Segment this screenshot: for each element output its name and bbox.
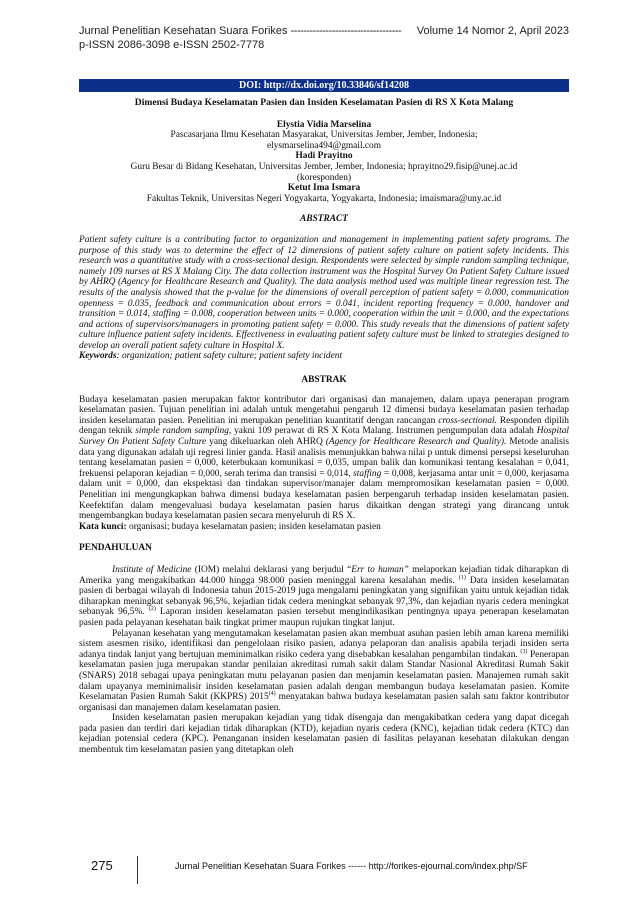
header-dashes: -----------------------------------: [290, 25, 402, 37]
author-block: [79, 120, 569, 205]
article-title: Dimensi Budaya Keselamatan Pasien dan Insiden Keselamatan Pasien di RS X Kota Malang: [134, 97, 514, 108]
paragraph: [79, 565, 569, 629]
paragraph: Insiden keselamatan pasien merupakan kejadian yang tidak disengaja dan mengakibatkan cedera yang dapat dicegah pada pasien dan terdiri dari kejadian tidak diharapkan (KTD), kejadian nyaris cedera (KNC), kejadian tidak cedera (KTC) dan kejadian potensial cedera (KPC). Penanganan insiden keselamatan pasien di fasilitas pelayanan kesehatan dilakukan dengan membentuk tim keselamatan pasien yang ditetapkan oleh: [79, 713, 569, 756]
author-affiliation: Pascasarjana Ilmu Kesehatan Masyarakat, Universitas Jember, Jember, Indonesia;: [170, 130, 478, 141]
author-affiliation: Fakultas Teknik, Universitas Negeri Yogyakarta, Yogyakarta, Indonesia; imaismara@uny.ac.id: [146, 193, 502, 204]
page-number: 275: [91, 858, 113, 873]
abstrak-text: Metode analisis data yang digunakan adalah uji regresi linier ganda. Hasil analisis menunjukkan bahwa nilai p untuk dimensi persepsi keseluruhan tentang keselamatan pasien = 0,000, keterbukaan komunikasi = 0,035, umpan balik dan komunikasi tentang kesalahan = 0,041, frekuensi pelaporan kejadian = 0,000, serah terima dan transisi = 0,014,: [79, 437, 570, 479]
journal-name: Jurnal Penelitian Kesehatan Suara Forikes: [79, 25, 288, 37]
citation-ref: (1): [458, 574, 466, 581]
citation-ref: (4): [268, 690, 276, 697]
keywords-line: [79, 351, 569, 362]
author-name: Hadi Prayitno: [295, 151, 353, 162]
paragraph-italic: Err to human”: [351, 564, 409, 575]
abstrak-text: Budaya keselamatan pasien merupakan faktor kontributor dari organisasi dan manajemen, dalam upaya penerapan program keselamatan pasien. Tujuan penelitian ini adalah untuk mengetahui pengaruh 12 dimensi budaya keselamatan pasien terhadap insiden keselamatan pasien. Penelitian ini merupakan penelitian kuantitatif dengan rancangan: [79, 394, 569, 426]
paragraph-text: Data insiden keselamatan pasien di berbagai wilayah di Indonesia tahun 2015-2019 juga mengalami peningkatan yang signifikan yaitu untuk kejadian tidak diharapkan meningkat sebanyak 96,5%, kejadian tidak cedera meningkat sebanyak 97,3%, dan kejadian nyaris cedera meningkat sebanyak 96,5%.: [79, 575, 570, 618]
author-note: (koresponden): [296, 172, 352, 183]
volume-info: Volume 14 Nomor 2, April 2023: [416, 25, 569, 37]
paragraph-text: menyatakan bahwa budaya keselamatan pasien salah satu faktor kontributor organisasi dan manajemen dalam keselamatan pasien.: [79, 692, 569, 713]
author-name: Ketut Ima Ismara: [287, 183, 361, 194]
abstrak-text: yakni 109 perawat di RS X Kota Malang. Instrumen pengumpulan data adalah: [231, 426, 537, 437]
abstrak-italic: simple random sampling,: [135, 426, 232, 437]
paragraph-text: Pelayanan kesehatan yang mengutamakan keselamatan pasien akan membuat asuhan pasien lebih aman karena memiliki sistem asesmen risiko, identifikasi dan pengelolaan risiko pasien, adanya pelaporan dan analisis apabila terjadi insiden serta adanya tindak lanjut yang bertujuan meminimalkan risiko cedera yang disebabkan kesalahan pengambilan tindakan.: [79, 628, 569, 660]
paragraph-text: melaporkan kejadian tidak diharapkan di Amerika yang mengakibatkan 44.000 hingga 98.000 pasien meninggal karena kesalahan medis.: [79, 564, 569, 586]
abstrak-text: yang dikeluarkan oleh AHRQ: [206, 437, 326, 448]
kata-kunci-text: organisasi; budaya keselamatan pasien; insiden keselamatan pasien: [126, 521, 381, 532]
citation-ref: (2): [148, 606, 156, 613]
author-affiliation: Guru Besar di Bidang Kesehatan, Universitas Jember, Jember, Indonesia; hprayitno29.fisip@unej.ac.id: [130, 161, 518, 172]
paragraph: [79, 629, 569, 714]
abstrak-italic: staffing: [353, 468, 382, 479]
footer-text: Jurnal Penelitian Kesehatan Suara Forikes ------ http://forikes-ejournal.com/index.php/SF: [175, 861, 528, 871]
article-content: [79, 98, 569, 756]
kata-kunci-label: Kata kunci:: [79, 521, 127, 532]
abstrak-italic: Hospital Survey On Patient Safety Culture: [79, 426, 569, 448]
paragraph-text: Penerapan keselamatan pasien juga merupakan standar penilaian akreditasi rumah sakit dalam Standar Nasional Akreditasi Rumah Sakit (SNARS) 2018 sebagai upaya peningkatan mutu pelayanan pasien dan menjamin keselamatan pasien. Manajemen rumah sakit dalam upayanya meminimalisir insiden keselamatan pasien adalah dengan membangun budaya keselamatan pasien. Komite Keselamatan Pasien Rumah Sakit (KKPRS) 2015: [79, 649, 569, 703]
paragraph-text: (IOM) melalui deklarasi yang berjudul “: [191, 564, 352, 575]
abstract-heading: ABSTRACT: [300, 214, 348, 225]
journal-header: [79, 24, 569, 52]
issn-line: p-ISSN 2086-3098 e-ISSN 2502-7778: [79, 39, 265, 51]
section-heading: PENDAHULUAN: [79, 543, 152, 554]
citation-ref: (3): [520, 648, 528, 655]
abstrak-heading: ABSTRAK: [301, 375, 347, 386]
abstrak-text: = 0,008, kerjasama antar unit = 0,000, kerjasama dalam unit = 0,000, dan ekspektasi dan tindakan supervisor/manajer dalam mempromosikan keselamatan pasien = 0,000. Penelitian ini mengungkapkan bahwa dimensi budaya keselamatan pasien berpengaruh terhadap insiden keselamatan pasien. Keefektifan dalam mengevaluasi budaya keselamatan pasien harus dikaitkan dengan strategi yang dirancang untuk mengembangkan budaya keselamatan pasien secara menyeluruh di RS X.: [79, 468, 569, 522]
keywords-label: Keywords: [79, 351, 117, 362]
author-name: Elystia Vidia Marselina: [276, 119, 372, 130]
abstrak-text: Responden dipilih dengan teknik: [79, 415, 569, 437]
keywords-text: : organization; patient safety culture; patient safety incident: [116, 351, 343, 362]
kata-kunci-line: [79, 522, 569, 533]
abstrak-body: [79, 395, 569, 522]
author-email: elysmarselina494@gmail.com: [266, 140, 382, 151]
paragraph-italic: Institute of Medicine: [112, 564, 192, 575]
page-footer: [79, 858, 569, 878]
footer-divider: [137, 856, 138, 884]
paragraph-text: Laporan insiden keselamatan pasien tersebut mengindikasikan pentingnya upaya penerapan keselamatan pasien pada pelayanan kesehatan baik tingkat primer maupun rujukan tingkat lanjut.: [79, 607, 569, 628]
abstrak-italic: cross-sectional.: [438, 415, 497, 426]
abstract-body: Patient safety culture is a contributing factor to organization and management in implementing patient safety programs. The purpose of this study was to determine the effect of 12 dimensions of patient safety culture on patient safety incidents. This research was a quantitative study with a cross-sectional design. Respondents were selected by simple random sampling technique, namely 109 nurses at RS X Malang City. The data collection instrument was the Hospital Survey On Patient Safety Culture issued by AHRQ (Agency for Healthcare Research and Quality). The data analysis method used was multiple linear regression test. The results of the analysis showed that the p-value for the dimensions of overall perception of patient safety = 0.000, communication openness = 0.035, feedback and communication about errors = 0.041, incident reporting frequency = 0.000, handover and transition = 0.014, staffing = 0.008, cooperation between units = 0.000, cooperation within the unit = 0.000, and the expectations and actions of supervisors/managers in promoting patient safety = 0.000. This study reveals that the dimensions of patient safety culture influence patient safety incidents. Effectiveness in evaluating patient safety culture must be linked to strategies designed to develop an overall patient safety culture in Hospital X.: [79, 234, 569, 351]
abstrak-italic: (Agency for Healthcare Research and Quality).: [325, 437, 507, 448]
doi-link[interactable]: DOI: http://dx.doi.org/10.33846/sf14208: [79, 79, 569, 92]
